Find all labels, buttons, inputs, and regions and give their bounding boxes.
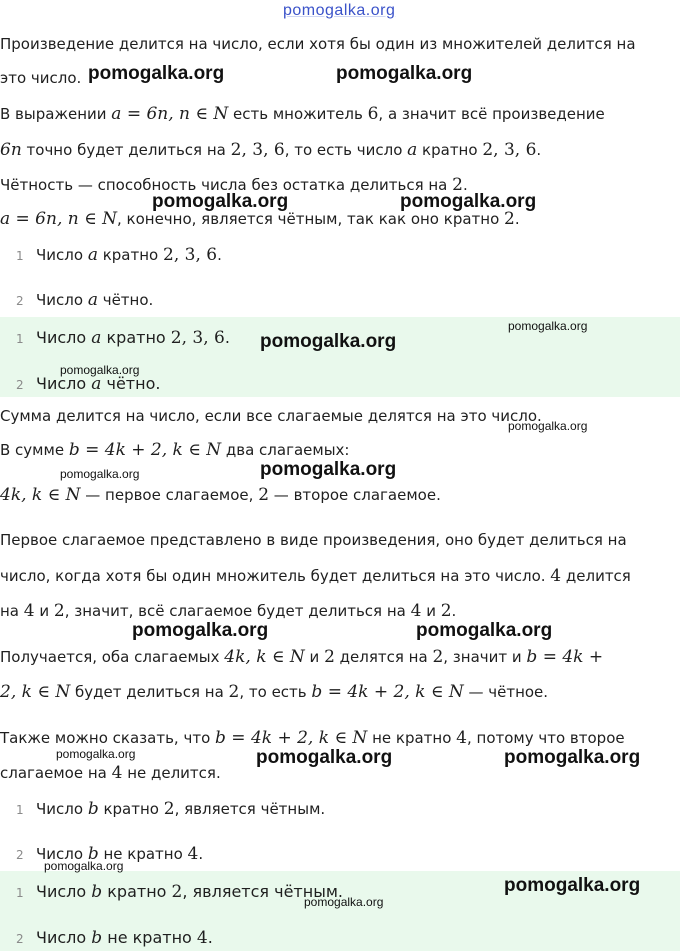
watermark: pomogalka.org <box>416 620 553 641</box>
paragraph-product-rule: Произведение делится на число, если хотя бы один из множителей делится на <box>0 35 636 53</box>
paragraph-first-term: Первое слагаемое представлено в виде произведения, оно будет делиться на <box>0 531 627 549</box>
watermark: pomogalka.org <box>132 620 269 641</box>
paragraph-not-multiple-cont: слагаемое на 4 не делится. <box>0 763 221 783</box>
watermark: pomogalka.org <box>60 467 140 481</box>
watermark: pomogalka.org <box>304 895 384 909</box>
watermark: pomogalka.org <box>60 363 140 377</box>
paragraph-not-multiple: Также можно сказать, что b = 4k + 2, k ∈ N не кратно 4, потому что второе <box>0 728 625 748</box>
paragraph-sum-b-cont: 4k, k ∈ N — первое слагаемое, 2 — второе слагаемое. <box>0 485 441 505</box>
watermark: pomogalka.org <box>260 331 397 352</box>
watermark: pomogalka.org <box>508 419 588 433</box>
watermark: pomogalka.org <box>283 2 396 19</box>
paragraph-parity: Чётность — способность числа без остатка делиться на 2. <box>0 175 468 195</box>
watermark: pomogalka.org <box>508 319 588 333</box>
paragraph-product-rule-cont: это число. <box>0 69 82 87</box>
paragraph-sum-rule: Сумма делится на число, если все слагаемые делятся на это число. <box>0 407 542 425</box>
watermark: pomogalka.org <box>260 459 397 480</box>
paragraph-both-terms-cont: 2, k ∈ N будет делиться на 2, то есть b = 4k + 2, k ∈ N — чётное. <box>0 682 549 702</box>
watermark: pomogalka.org <box>504 875 641 896</box>
watermark: pomogalka.org <box>336 63 473 84</box>
paragraph-parity-cont: a = 6n, n ∈ N, конечно, является чётным, так как оно кратно 2. <box>0 209 520 229</box>
watermark: pomogalka.org <box>88 63 225 84</box>
watermark: pomogalka.org <box>152 191 289 212</box>
paragraph-expression-a: В выражении a = 6n, n ∈ N есть множитель 6, а значит всё произведение <box>0 104 605 124</box>
paragraph-both-terms: Получается, оба слагаемых 4k, k ∈ N и 2 делятся на 2, значит и b = 4k + <box>0 647 604 667</box>
watermark: pomogalka.org <box>44 859 124 873</box>
paragraph-first-term-end: на 4 и 2, значит, всё слагаемое будет делиться на 4 и 2. <box>0 601 457 621</box>
paragraph-first-term-cont: число, когда хотя бы один множитель будет делиться на это число. 4 делится <box>0 566 631 586</box>
watermark: pomogalka.org <box>256 747 393 768</box>
watermark: pomogalka.org <box>504 747 641 768</box>
watermark: pomogalka.org <box>56 747 136 761</box>
paragraph-sum-b: В сумме b = 4k + 2, k ∈ N два слагаемых: <box>0 440 350 460</box>
watermark: pomogalka.org <box>400 191 537 212</box>
paragraph-expression-a-cont: 6n точно будет делиться на 2, 3, 6, то есть число a кратно 2, 3, 6. <box>0 140 542 160</box>
